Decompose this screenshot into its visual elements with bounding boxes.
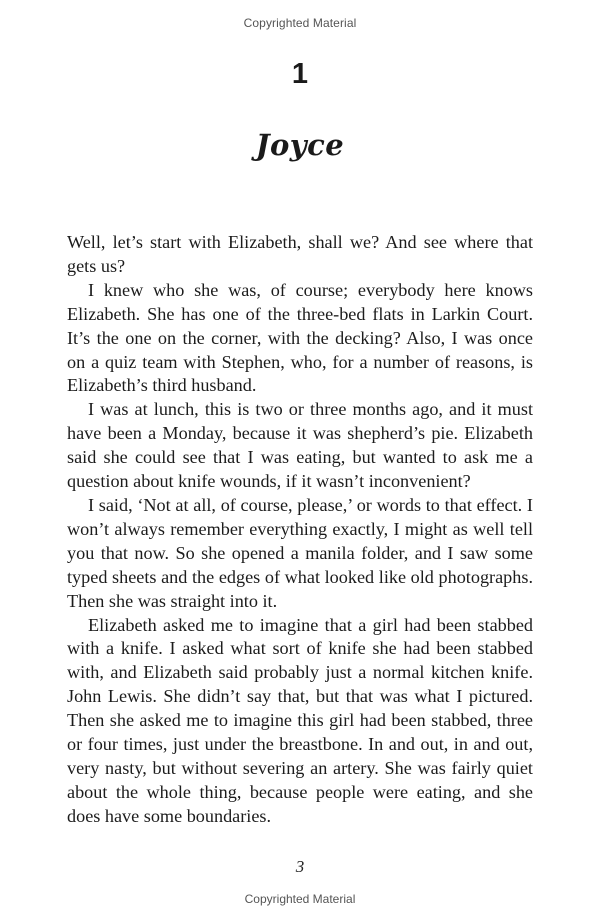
paragraph: I knew who she was, of course; everybody here knows Elizabeth. She has one of the three-bed flats in Larkin Court. It’s the one on the corner, with the decking? Also, I was once on a quiz team with Stephen, who, for a number of reasons, is Elizabeth’s third husband.: [67, 279, 533, 396]
chapter-title: Joyce: [255, 128, 345, 162]
paragraph: I said, ‘Not at all, of course, please,’ or words to that effect. I won’t always remember everything exactly, I might as well tell you that now. So she opened a manila folder, and I saw some typed sheets and the edges of what looked like old photographs. Then she was straight into it.: [67, 494, 533, 611]
page-number: 3: [295, 857, 305, 876]
chapter-body: [67, 231, 533, 829]
chapter-number: 1: [291, 58, 309, 90]
paragraph: Elizabeth asked me to imagine that a girl had been stabbed with a knife. I asked what sort of knife she had been stabbed with, and Elizabeth said probably just a normal kitchen knife. John Lewis. She didn’t say that, but that was what I pictured. Then she asked me to imagine this girl had been stabbed, three or four times, just under the breastbone. In and out, in and out, very nasty, but without severing an artery. She was fairly quiet about the whole thing, because people were eating, and she does have some boundaries.: [67, 614, 533, 826]
paragraph: Well, let’s start with Elizabeth, shall we? And see where that gets us?: [67, 232, 533, 276]
copyright-watermark-top: Copyrighted Material: [243, 16, 357, 30]
paragraph: I was at lunch, this is two or three months ago, and it must have been a Monday, because it was shepherd’s pie. Elizabeth said she could see that I was eating, but wanted to ask me a question about knife wounds, if it wasn’t inconvenient?: [67, 399, 533, 492]
copyright-watermark-bottom: Copyrighted Material: [244, 892, 356, 906]
